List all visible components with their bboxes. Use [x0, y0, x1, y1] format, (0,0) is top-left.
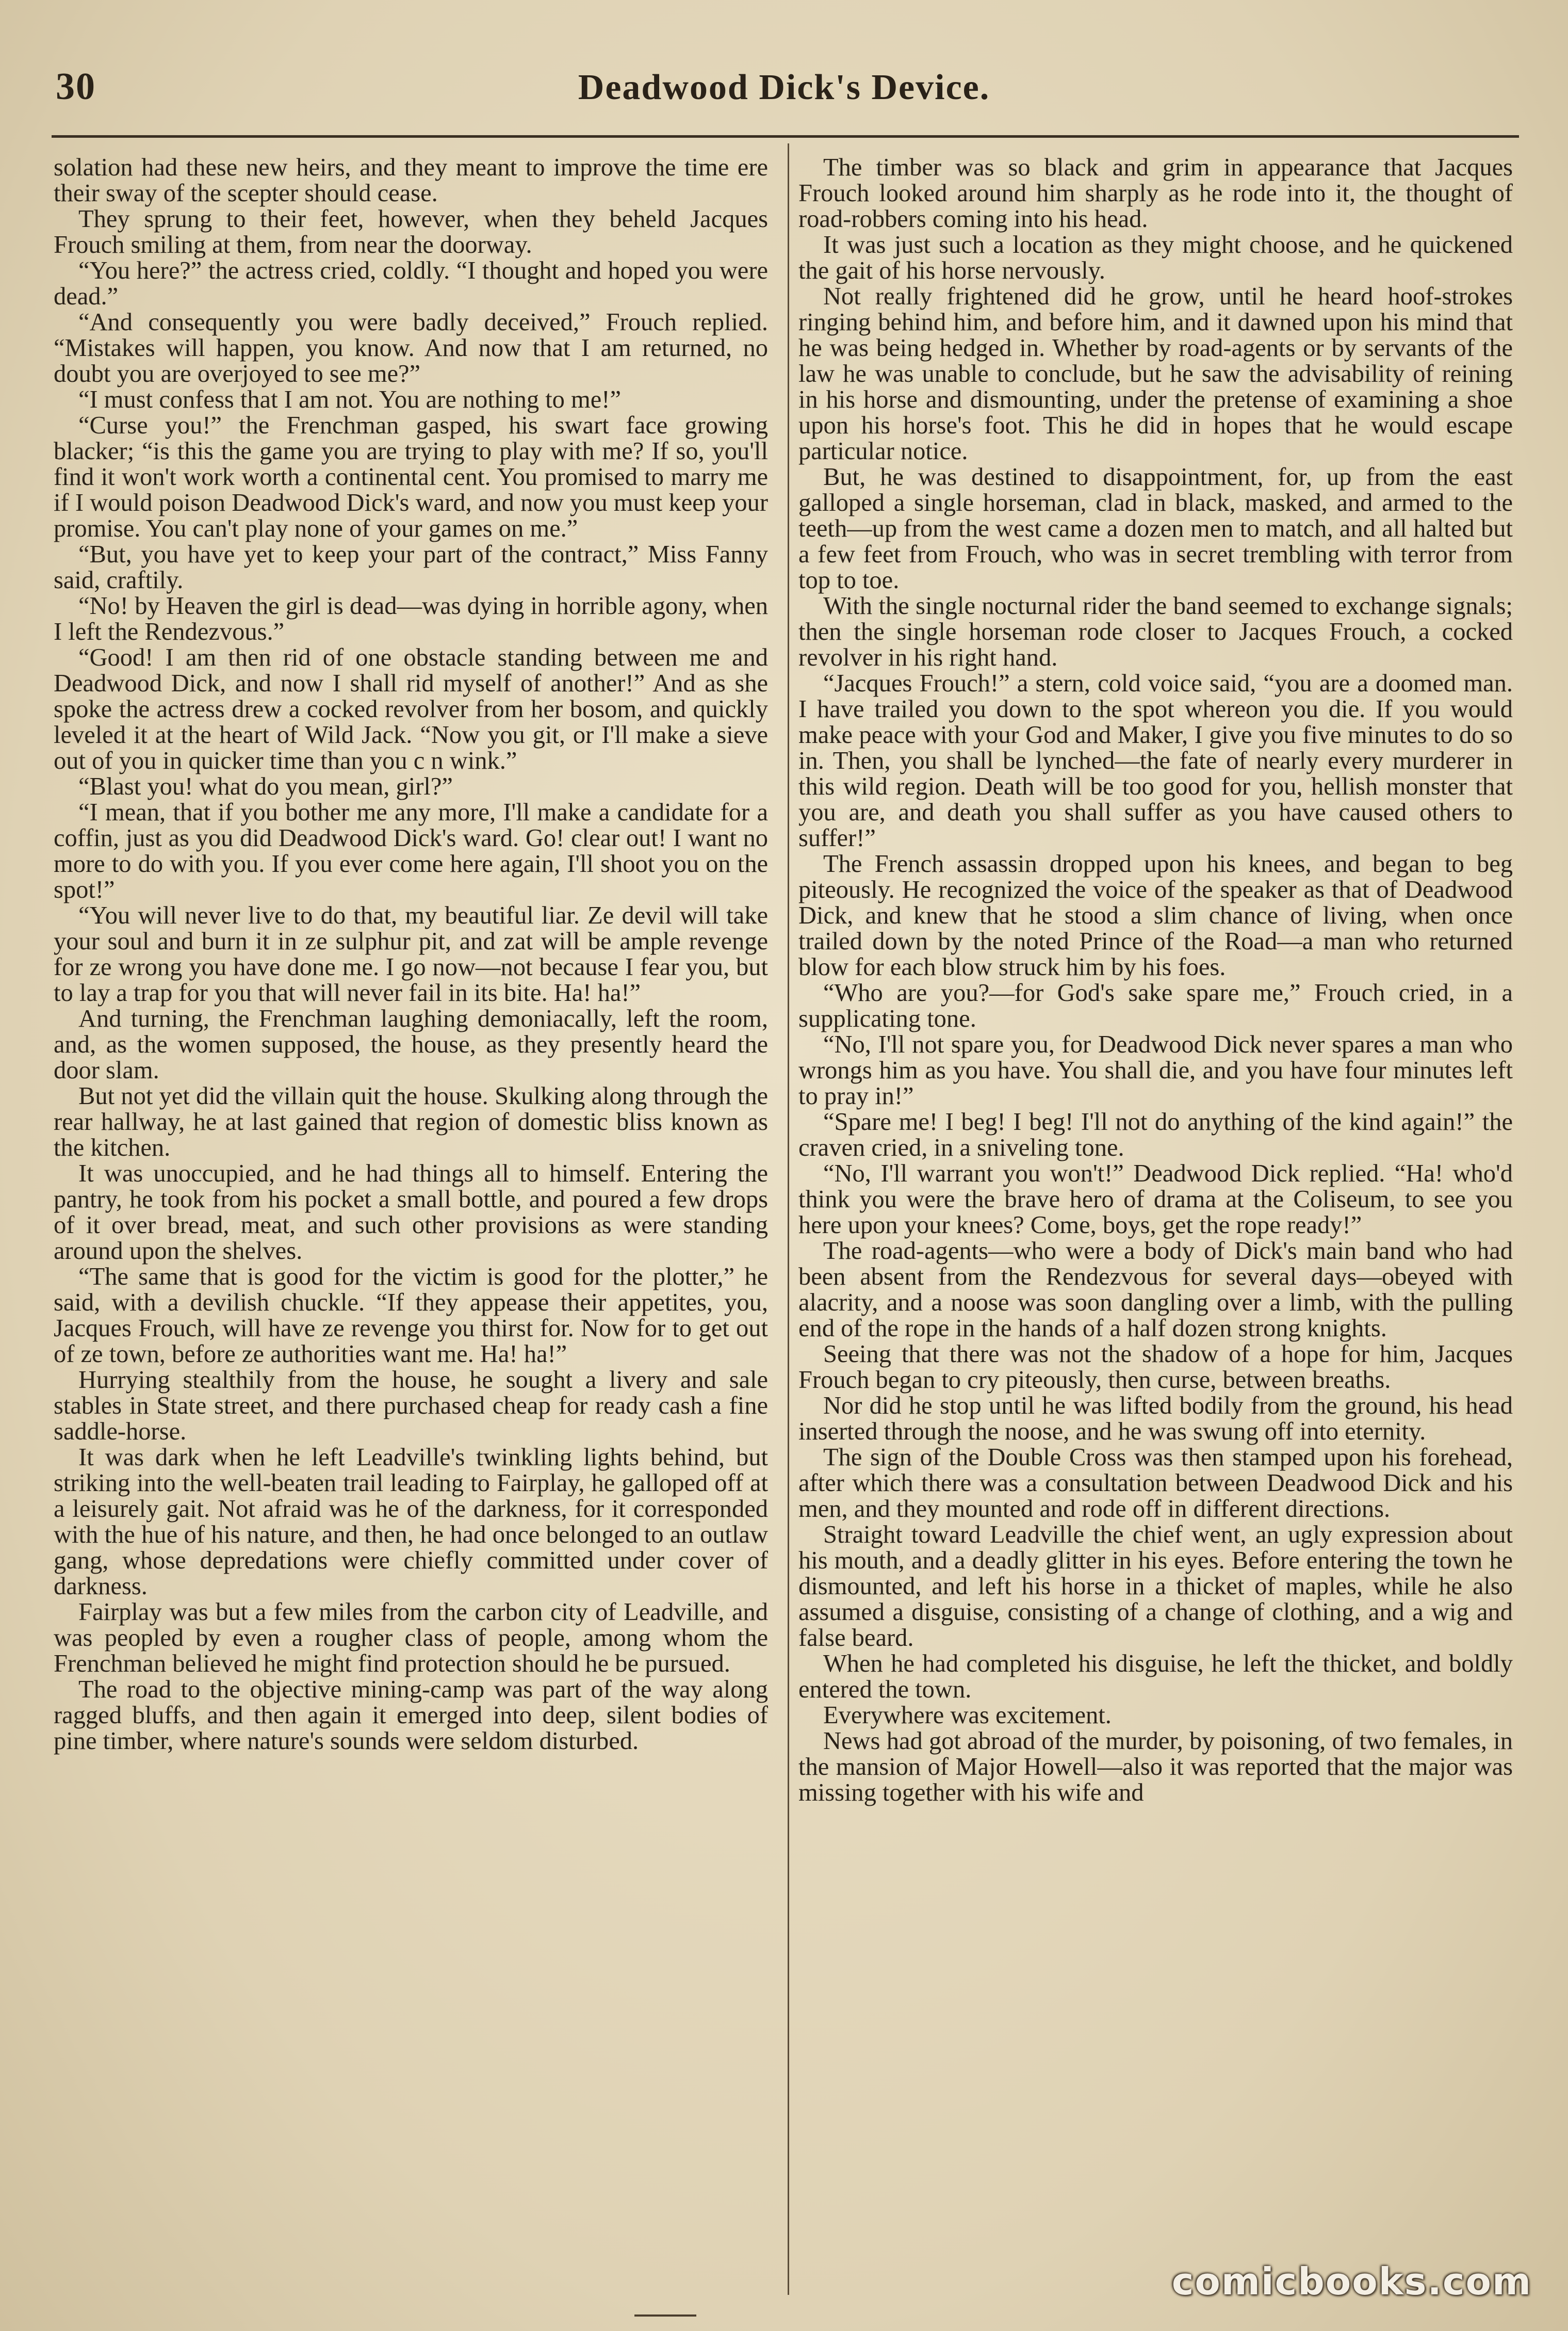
paragraph: But, he was destined to disappointment, for, up from the east galloped a single horseman, clad in black, masked, and armed to the teeth—up from the west came a dozen men to match, and all halted but a few feet from Frouch, who was in secret trembling with terror from top to toe. — [798, 463, 1513, 594]
paragraph: Not really frightened did he grow, until he heard hoof-strokes ringing behind him, and before him, and it dawned upon his mind that he was being hedged in. Whether by road-agents or by servants of the law he was unable to conclude, but he saw the advisability of reining in his horse and dismounting, under the pretense of examining a shoe upon his horse's foot. This he did in hopes that he would escape particular notice. — [798, 283, 1513, 465]
page-number: 30 — [56, 66, 96, 108]
paragraph: “And consequently you were badly deceived,” Frouch replied. “Mistakes will happen, you know. And now that I am returned, no doubt you are overjoyed to see me?” — [54, 309, 768, 387]
paragraph: News had got abroad of the murder, by poisoning, of two females, in the mansion of Major Howell—also it was reported that the major was missing together with his wife and — [798, 1727, 1513, 1806]
paragraph: With the single nocturnal rider the band seemed to exchange signals; then the single horseman rode closer to Jacques Frouch, a cocked revolver in his right hand. — [798, 592, 1513, 671]
paragraph: Seeing that there was not the shadow of a hope for him, Jacques Frouch began to cry piteously, then curse, between breaths. — [798, 1340, 1513, 1394]
paragraph: It was dark when he left Leadville's twinkling lights behind, but striking into the well-beaten trail leading to Fairplay, he galloped off at a leisurely gait. Not afraid was he of the darkness, for it corresponded with the hue of his nature, and then, he had once belonged to an outlaw gang, whose depredations were chiefly committed under cover of darkness. — [54, 1444, 768, 1600]
paragraph: “Curse you!” the Frenchman gasped, his swart face growing blacker; “is this the game you are trying to play with me? If so, you'll find it won't work worth a continental cent. You promised to marry me if I would poison Deadwood Dick's ward, and now you must keep your promise. You can't play none of your games on me.” — [54, 412, 768, 542]
column-divider — [788, 143, 789, 2295]
paragraph: “Blast you! what do you mean, girl?” — [78, 773, 453, 800]
paragraph: “Jacques Frouch!” a stern, cold voice said, “you are a doomed man. I have trailed you down to the spot whereon you die. If you would make peace with your God and Maker, I give you five minutes to do so in. Then, you shall be lynched—the fate of nearly every murderer in this wild region. Death will be too good for you, hellish monster that you are, and death you shall suffer as you have caused others to suffer!” — [798, 670, 1513, 852]
paragraph: “But, you have yet to keep your part of the contract,” Miss Fanny said, craftily. — [54, 541, 768, 594]
paragraph: “Good! I am then rid of one obstacle standing between me and Deadwood Dick, and now I shall rid myself of another!” And as she spoke the actress drew a cocked revolver from her bosom, and quickly leveled it at the heart of Wild Jack. “Now you git, or I'll make a sieve out of you in quicker time than you c n wink.” — [54, 644, 768, 774]
watermark: comicbooks.com — [1171, 2260, 1532, 2303]
paragraph: The road to the objective mining-camp was part of the way along ragged bluffs, and then again it emerged into deep, silent bodies of pine timber, where nature's sounds were seldom disturbed. — [54, 1676, 768, 1755]
paragraph: “I must confess that I am not. You are nothing to me!” — [78, 386, 621, 413]
paragraph: Hurrying stealthily from the house, he sought a livery and sale stables in State street, and there purchased cheap for ready cash a fine saddle-horse. — [54, 1366, 768, 1445]
paragraph: Fairplay was but a few miles from the carbon city of Leadville, and was peopled by even a rougher class of people, among whom the Frenchman believed he might find protection should he be pursued. — [54, 1598, 768, 1677]
paragraph: The timber was so black and grim in appearance that Jacques Frouch looked around him sharply as he rode into it, the thought of road-robbers coming into his head. — [798, 155, 1513, 233]
paragraph: It was just such a location as they might choose, and he quickened the gait of his horse nervously. — [798, 231, 1513, 284]
paragraph: “Spare me! I beg! I beg! I'll not do anything of the kind again!” the craven cried, in a sniveling tone. — [798, 1108, 1513, 1161]
paragraph: “No! by Heaven the girl is dead—was dying in horrible agony, when I left the Rendezvous.” — [54, 592, 768, 645]
paragraph: The French assassin dropped upon his knees, and began to beg piteously. He recognized the voice of the speaker as that of Deadwood Dick, and knew that he stood a slim chance of living, when once trailed down by the noted Prince of the Road—a man who returned blow for each blow struck him by his foes. — [798, 850, 1513, 981]
paragraph: The road-agents—who were a body of Dick's main band who had been absent from the Rendezvous for several days—obeyed with alacrity, and a noose was soon dangling over a limb, with the pulling end of the rope in the hands of a half dozen strong knights. — [798, 1237, 1513, 1342]
paragraph: “You will never live to do that, my beautiful liar. Ze devil will take your soul and burn it in ze sulphur pit, and zat will be ample revenge for ze wrong you have done me. I go now—not because I fear you, but to lay a trap for you that will never fail in its bite. Ha! ha!” — [54, 902, 768, 1007]
paragraph: “No, I'll not spare you, for Deadwood Dick never spares a man who wrongs him as you have. You shall die, and you have four minutes left to pray in!” — [798, 1031, 1513, 1110]
paragraph: The sign of the Double Cross was then stamped upon his forehead, after which there was a consultation between Deadwood Dick and his men, and they mounted and rode off in different directions. — [798, 1444, 1513, 1523]
bottom-ornament — [634, 2314, 696, 2317]
header-rule — [52, 135, 1519, 138]
paragraph: “Who are you?—for God's sake spare me,” Frouch cried, in a supplicating tone. — [798, 979, 1513, 1032]
paragraph: Nor did he stop until he was lifted bodily from the ground, his head inserted through the noose, and he was swung off into eternity. — [798, 1392, 1513, 1445]
paragraph: “I mean, that if you bother me any more, I'll make a candidate for a coffin, just as you did Deadwood Dick's ward. Go! clear out! I want no more to do with you. If you ever come here again, I'll shoot you on the spot!” — [54, 799, 768, 903]
paragraph: When he had completed his disguise, he left the thicket, and boldly entered the town. — [798, 1650, 1513, 1703]
paragraph: But not yet did the villain quit the house. Skulking along through the rear hallway, he at last gained that region of domestic bliss known as the kitchen. — [54, 1082, 768, 1161]
running-title: Deadwood Dick's Device. — [578, 68, 990, 107]
paragraph: Straight toward Leadville the chief went, an ugly expression about his mouth, and a deadly glitter in his eyes. Before entering the town he dismounted, and left his horse in a thicket of maples, while he also assumed a disguise, consisting of a change of clothing, and a wig and false beard. — [798, 1521, 1513, 1652]
paragraph: They sprung to their feet, however, when they beheld Jacques Frouch smiling at them, from near the doorway. — [54, 205, 768, 258]
paragraph: It was unoccupied, and he had things all to himself. Entering the pantry, he took from his pocket a small bottle, and poured a few drops of it over bread, meat, and such other provisions as were standing around upon the shelves. — [54, 1160, 768, 1265]
paragraph: Everywhere was excitement. — [823, 1702, 1112, 1729]
paragraph: solation had these new heirs, and they meant to improve the time ere their sway of the scepter should cease. — [54, 155, 768, 207]
paragraph: “You here?” the actress cried, coldly. “I thought and hoped you were dead.” — [54, 257, 768, 310]
left-column — [54, 155, 768, 2291]
paragraph: And turning, the Frenchman laughing demoniacally, left the room, and, as the women supposed, the house, as they presently heard the door slam. — [54, 1005, 768, 1084]
right-column — [798, 155, 1513, 2291]
paragraph: “The same that is good for the victim is good for the plotter,” he said, with a devilish chuckle. “If they appease their appetites, you, Jacques Frouch, will have ze revenge you thirst for. Now for to get out of ze town, before ze authorities want me. Ha! ha!” — [54, 1263, 768, 1368]
paragraph: “No, I'll warrant you won't!” Deadwood Dick replied. “Ha! who'd think you were the brave hero of drama at the Coliseum, to see you here upon your knees? Come, boys, get the rope ready!” — [798, 1160, 1513, 1239]
